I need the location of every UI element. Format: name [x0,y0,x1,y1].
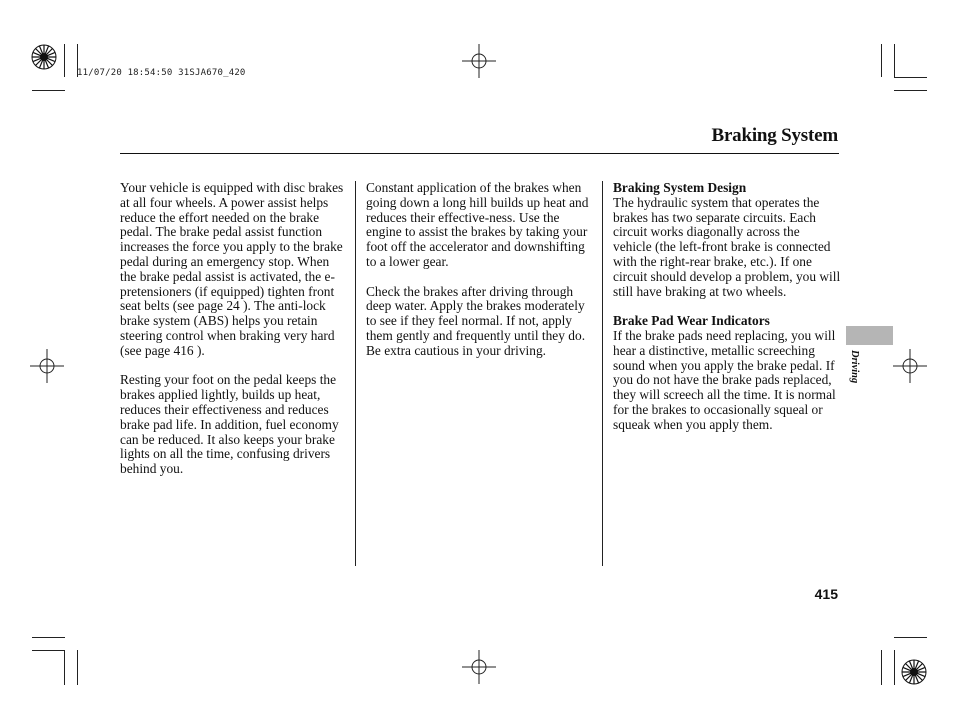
print-stamp: 11/07/20 18:54:50 31SJA670_420 [77,68,246,78]
registration-mark-bottom [462,650,496,684]
paragraph: Constant application of the brakes when going down a long hill builds up heat and reduces their effective-ness. Use the engine to assist the brakes by taking your foot off the accelerator and downshifting to a lower gear. [366,180,589,269]
registration-mark-right [893,349,927,383]
registration-mark-left [30,349,64,383]
column-3 [613,181,841,447]
starburst-mark-top-left [31,44,57,70]
column-2 [366,181,596,373]
column-1 [120,181,348,492]
starburst-mark-bottom-right [901,659,927,685]
paragraph: Your vehicle is equipped with disc brakes at all four wheels. A power assist helps reduce the effort needed on the brake pedal. The brake pedal assist function increases the force you apply to the brake pedal during an emergency stop. When the brake pedal assist is activated, the e-pretensioners (if equipped) tighten front seat belts (see page 24 ). The anti-lock brake system (ABS) helps you retain steering control when braking very hard (see page 416 ). [120,180,344,358]
section-tab-label: Driving [849,350,860,384]
section-heading: Brake Pad Wear Indicators [613,313,770,329]
section-tab [846,326,893,345]
title-rule [120,153,839,154]
paragraph: If the brake pads need replacing, you will hear a distinctive, metallic screeching sound when you apply the brake pedal. If you do not have the brake pads replaced, they will screech all the time. It is normal for the brakes to occasionally squeal or squeak when you apply them. [613,327,836,432]
column-divider [355,181,356,566]
column-divider [602,181,603,566]
page-number: 415 [814,586,838,602]
section-heading: Braking System Design [613,180,747,195]
page-title: Braking System [711,125,838,146]
paragraph: The hydraulic system that operates the brakes has two separate circuits. Each circuit works diagonally across the vehicle (the left-front brake is connected with the right-rear brake, etc.). If one circuit should develop a problem, you will still have braking at two wheels. [613,194,841,299]
registration-mark-top [462,44,496,78]
paragraph: Check the brakes after driving through deep water. Apply the brakes moderately to see if they feel normal. If not, apply them gently and frequently until they do. Be extra cautious in your driving. [366,283,586,358]
paragraph: Resting your foot on the pedal keeps the brakes applied lightly, builds up heat, reduces their effectiveness and reduces brake pad life. In addition, fuel economy can be reduced. It also keeps your brake lights on all the time, confusing drivers behind you. [120,372,339,477]
